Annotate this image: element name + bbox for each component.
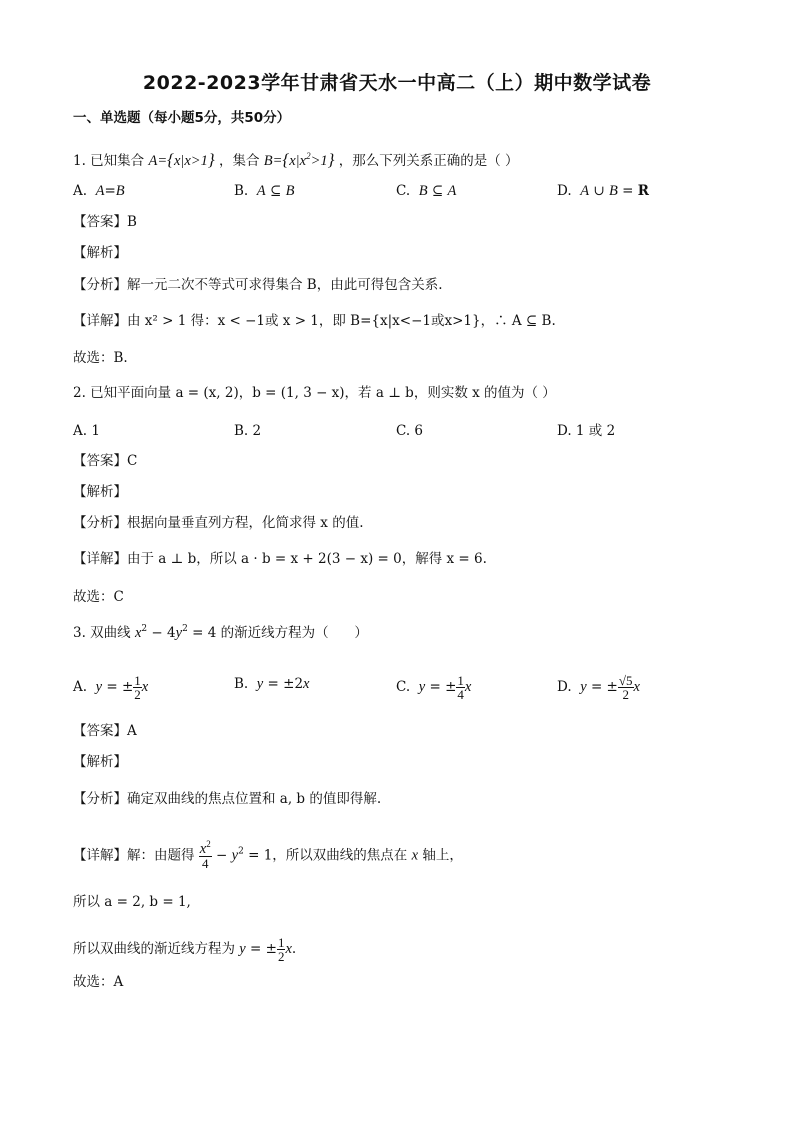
q3-fenxi: 【分析】确定双曲线的焦点位置和 a, b 的值即得解. bbox=[73, 791, 382, 807]
page-title: 2022-2023学年甘肃省天水一中高二（上）期中数学试卷 bbox=[142, 72, 652, 94]
q1-option-c: C. B ⊆ A bbox=[396, 183, 457, 199]
q1-tail: ，那么下列关系正确的是（ ） bbox=[338, 153, 519, 169]
q3-jiexi: 【解析】 bbox=[73, 754, 127, 770]
q1-jiexi: 【解析】 bbox=[73, 245, 127, 261]
q1-fenxi: 【分析】解一元二次不等式可求得集合 B，由此可得包含关系. bbox=[73, 277, 443, 293]
q1-set-a: A={x|x>1} bbox=[148, 150, 215, 169]
q3-guxuan: 故选：A bbox=[73, 974, 124, 990]
q2-option-c: C. 6 bbox=[396, 423, 424, 439]
q2-option-a: A. 1 bbox=[73, 423, 100, 439]
q2-option-b: B. 2 bbox=[234, 423, 262, 439]
q2-jiexi: 【解析】 bbox=[73, 484, 127, 500]
q2-fenxi: 【分析】根据向量垂直列方程，化简求得 x 的值. bbox=[73, 515, 364, 531]
q3-answer: 【答案】A bbox=[73, 723, 137, 739]
q3-option-d: D. y = ± $\frac{√5}{2}$ x bbox=[557, 673, 640, 702]
q3-option-c: C. y = ± $\frac{1}{4}$ x bbox=[396, 673, 472, 702]
q3-line3: 所以双曲线的渐近线方程为 y = ± $\frac{1}{2}$ x. bbox=[73, 935, 297, 964]
q2-option-d: D. 1 或 2 bbox=[557, 423, 616, 439]
q1-mid: ，集合 bbox=[218, 153, 260, 169]
q1-guxuan: 故选：B. bbox=[73, 350, 128, 366]
q3-option-b: B. y = ±2x bbox=[234, 676, 310, 692]
q3-option-a: A. y = ± $\frac{1}{2}$ x bbox=[73, 673, 149, 702]
q1-option-a: A. A=B bbox=[73, 183, 125, 199]
q1-option-d: D. A ∪ B = R bbox=[557, 183, 649, 199]
q1-answer: 【答案】B bbox=[73, 214, 137, 230]
q1-lead: 1. 已知集合 bbox=[73, 153, 145, 169]
section-heading: 一、单选题（每小题5分，共50分） bbox=[73, 110, 291, 126]
q2-xiangjie: 【详解】由于 a ⊥ b，所以 a · b = x + 2(3 − x) = 0，解得 x = 6. bbox=[73, 551, 487, 567]
question-2-stem: 2. 已知平面向量 a = (x, 2)，b = (1, 3 − x)，若 a ⊥ b，则实数 x 的值为（ ） bbox=[73, 385, 556, 401]
q3-xiangjie: 【详解】解：由题得 $\frac{x^2}{4}$ − $y^2 = 1$，所以双曲线的焦点在 x 轴上， bbox=[73, 839, 463, 871]
q2-guxuan: 故选：C bbox=[73, 589, 124, 605]
q1-option-b: B. A ⊆ B bbox=[234, 183, 295, 199]
q2-answer: 【答案】C bbox=[73, 453, 138, 469]
q3-line2: 所以 a = 2, b = 1, bbox=[73, 894, 191, 910]
q1-set-b: $B=\{x|x^2>1\}$ bbox=[263, 150, 335, 169]
question-3-stem: 3. 双曲线 $x^2 - 4y^2 = 4$ 的渐近线方程为（ ） bbox=[73, 624, 368, 641]
q1-xiangjie: 【详解】由 x² > 1 得：x < −1或 x > 1，即 B={x|x<−1或x>1}，∴ A ⊆ B. bbox=[73, 313, 556, 329]
question-1-stem bbox=[73, 150, 519, 171]
